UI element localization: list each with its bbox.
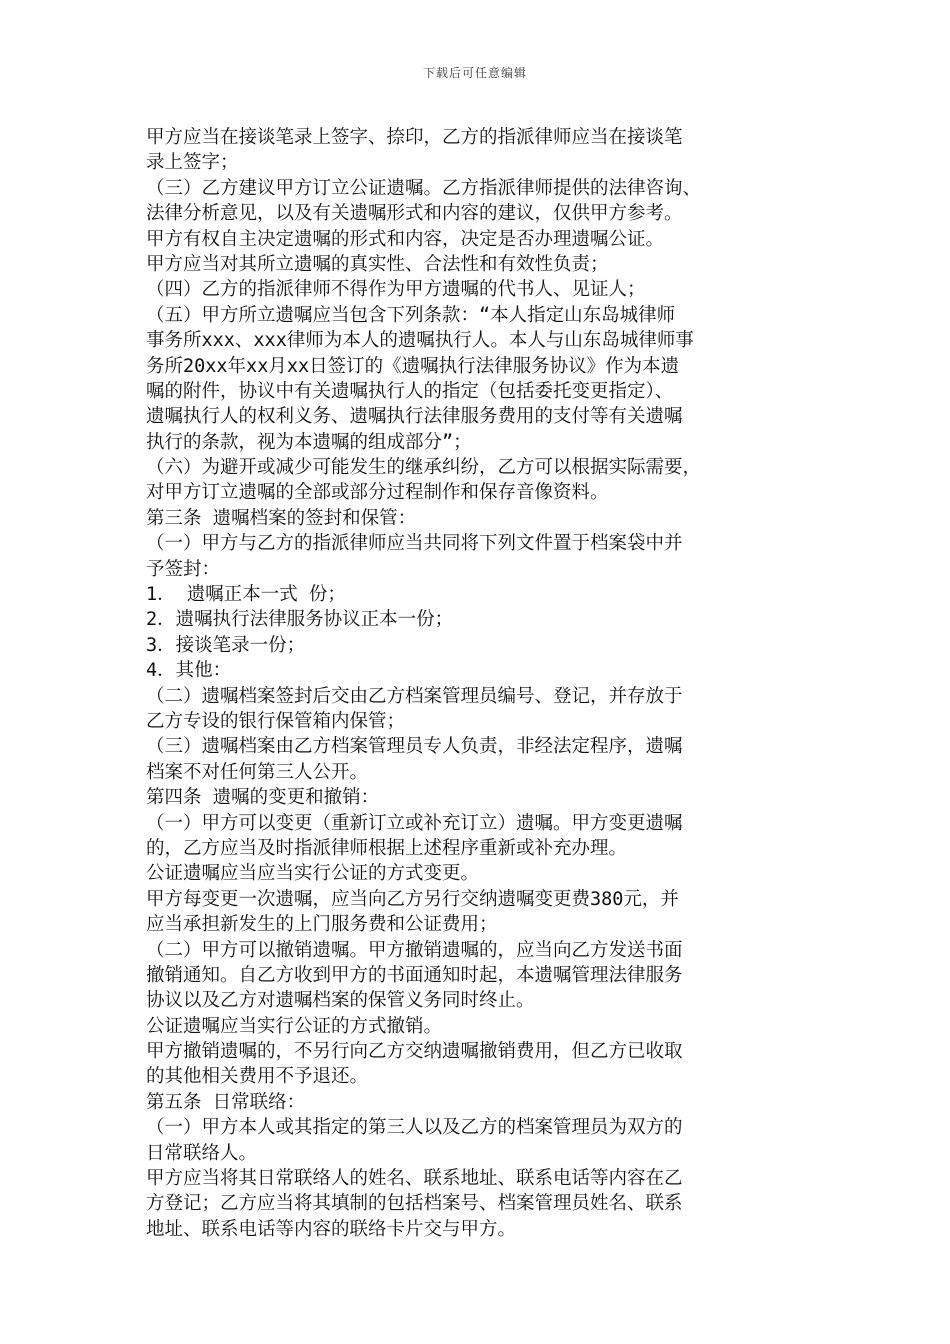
text-line: 日常联络人。	[146, 1142, 258, 1164]
text-line: （一）甲方本人或其指定的第三人以及乙方的档案管理员为双方的	[146, 1117, 683, 1139]
text-line: 撤销通知。自乙方收到甲方的书面通知时起，本遗嘱管理法律服务	[146, 964, 683, 986]
text-line: 的其他相关费用不予退还。	[146, 1066, 369, 1088]
text-line: 甲方每变更一次遗嘱，应当向乙方另行交纳遗嘱变更费380元，并	[146, 888, 679, 910]
text-line: 2．遗嘱执行法律服务协议正本一份；	[146, 609, 454, 631]
text-line: 予签封：	[146, 558, 221, 580]
text-line: 1． 遗嘱正本一式 份；	[146, 584, 346, 606]
text-line: 地址、联系电话等内容的联络卡片交与甲方。	[146, 1218, 517, 1240]
text-line: 执行的条款，视为本遗嘱的组成部分”；	[146, 431, 472, 453]
text-line: 甲方有权自主决定遗嘱的形式和内容，决定是否办理遗嘱公证。	[146, 228, 665, 250]
page-header: 下载后可任意编辑	[422, 66, 527, 80]
text-line: 档案不对任何第三人公开。	[146, 761, 369, 783]
text-line: 第五条 日常联络：	[146, 1091, 306, 1113]
text-line: （五）甲方所立遗嘱应当包含下列条款：“本人指定山东岛城律师	[146, 304, 676, 326]
text-line: 遗嘱执行人的权利义务、遗嘱执行法律服务费用的支付等有关遗嘱	[146, 406, 683, 428]
text-line: 第四条 遗嘱的变更和撤销：	[146, 787, 380, 809]
text-line: 录上签字；	[146, 152, 239, 174]
text-line: （二）遗嘱档案签封后交由乙方档案管理员编号、登记，并存放于	[146, 685, 683, 707]
text-line: 4．其他：	[146, 660, 232, 682]
text-line: 3．接谈笔录一份；	[146, 634, 306, 656]
text-line: 甲方应当在接谈笔录上签字、捺印，乙方的指派律师应当在接谈笔	[146, 127, 683, 148]
text-line: （一）甲方可以变更（重新订立或补充订立）遗嘱。甲方变更遗嘱	[146, 812, 683, 834]
text-line: 对甲方订立遗嘱的全部或部分过程制作和保存音像资料。	[146, 482, 609, 504]
text-line: 方登记；乙方应当将其填制的包括档案号、档案管理员姓名、联系	[146, 1193, 683, 1215]
text-line: 协议以及乙方对遗嘱档案的保管义务同时终止。	[146, 990, 535, 1012]
text-line: 公证遗嘱应当应当实行公证的方式变更。	[146, 863, 480, 885]
text-line: 甲方应当对其所立遗嘱的真实性、合法性和有效性负责；	[146, 253, 609, 275]
text-line: 甲方应当将其日常联络人的姓名、联系地址、联系电话等内容在乙	[146, 1168, 683, 1190]
text-line: （一）甲方与乙方的指派律师应当共同将下列文件置于档案袋中并	[146, 533, 683, 555]
text-line: 的，乙方应当及时指派律师根据上述程序重新或补充办理。	[146, 837, 628, 859]
text-line: 应当承担新发生的上门服务费和公证费用；	[146, 914, 498, 936]
text-line: （四）乙方的指派律师不得作为甲方遗嘱的代书人、见证人；	[146, 279, 646, 301]
text-line: 嘱的附件，协议中有关遗嘱执行人的指定（包括委托变更指定）、	[146, 380, 674, 402]
text-line: 法律分析意见，以及有关遗嘱形式和内容的建议，仅供甲方参考。	[146, 203, 683, 225]
text-line: （二）甲方可以撤销遗嘱。甲方撤销遗嘱的，应当向乙方发送书面	[146, 939, 683, 961]
text-line: 务所20xx年xx月xx日签订的《遗嘱执行法律服务协议》作为本遗	[146, 355, 680, 377]
text-line: 乙方专设的银行保管箱内保管；	[146, 710, 406, 732]
text-line: 第三条 遗嘱档案的签封和保管：	[146, 507, 417, 529]
text-line: （六）为避开或减少可能发生的继承纠纷，乙方可以根据实际需要，	[146, 457, 702, 479]
document-body	[146, 125, 811, 1242]
text-line: 公证遗嘱应当实行公证的方式撤销。	[146, 1015, 443, 1037]
text-line: （三）遗嘱档案由乙方档案管理员专人负责，非经法定程序，遗嘱	[146, 736, 683, 758]
text-line: 事务所xxx、xxx律师为本人的遗嘱执行人。本人与山东岛城律师事	[146, 330, 694, 352]
text-line: 甲方撤销遗嘱的，不另行向乙方交纳遗嘱撤销费用，但乙方已收取	[146, 1041, 683, 1063]
text-line: （三）乙方建议甲方订立公证遗嘱。乙方指派律师提供的法律咨询、	[146, 177, 702, 199]
